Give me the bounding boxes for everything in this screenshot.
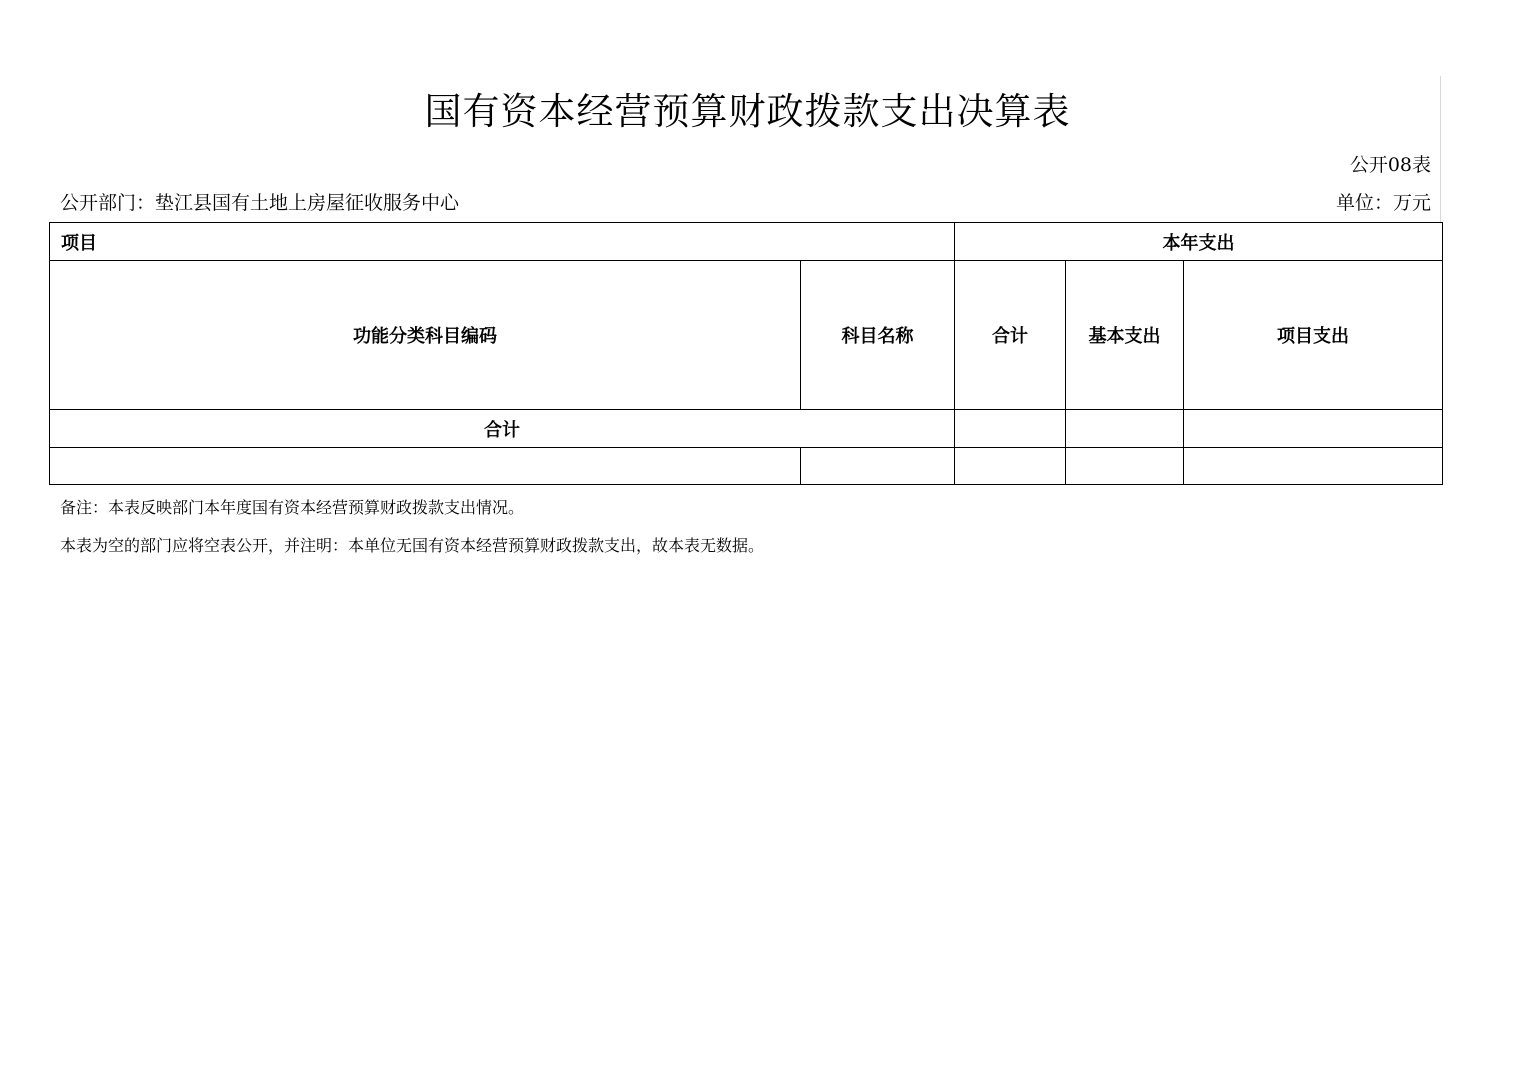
header-project-expense: 项目支出 — [1184, 261, 1443, 410]
note-line-1: 备注：本表反映部门本年度国有资本经营预算财政拨款支出情况。 — [60, 498, 525, 517]
unit-label: 单位：万元 — [1335, 192, 1431, 214]
header-row-2 — [50, 261, 1443, 410]
header-row-1 — [50, 223, 1443, 261]
expense-table — [49, 222, 1443, 485]
table-row — [50, 448, 1443, 485]
total-row-total — [955, 410, 1066, 448]
row-total — [955, 448, 1066, 485]
header-current-year-expense: 本年支出 — [955, 223, 1443, 261]
department-name: 垫江县国有土地上房屋征收服务中心 — [155, 192, 460, 214]
header-item: 项目 — [50, 223, 955, 261]
header-total: 合计 — [955, 261, 1066, 410]
department-line — [60, 189, 459, 217]
row-subject-name — [801, 448, 955, 485]
note-line-2: 本表为空的部门应将空表公开，并注明：本单位无国有资本经营预算财政拨款支出，故本表无数据。 — [60, 536, 765, 555]
total-row-basic — [1066, 410, 1184, 448]
total-row-label: 合计 — [50, 410, 955, 448]
page-title: 国有资本经营预算财政拨款支出决算表 — [424, 90, 1071, 133]
table-number: 公开08表 — [1349, 154, 1431, 176]
notes — [60, 496, 764, 572]
header-function-code: 功能分类科目编码 — [50, 261, 801, 410]
row-project — [1184, 448, 1443, 485]
total-row — [50, 410, 1443, 448]
row-basic — [1066, 448, 1184, 485]
header-subject-name: 科目名称 — [801, 261, 955, 410]
total-row-project — [1184, 410, 1443, 448]
row-function-code — [50, 448, 801, 485]
header-basic-expense: 基本支出 — [1066, 261, 1184, 410]
department-label: 公开部门： — [60, 192, 156, 214]
